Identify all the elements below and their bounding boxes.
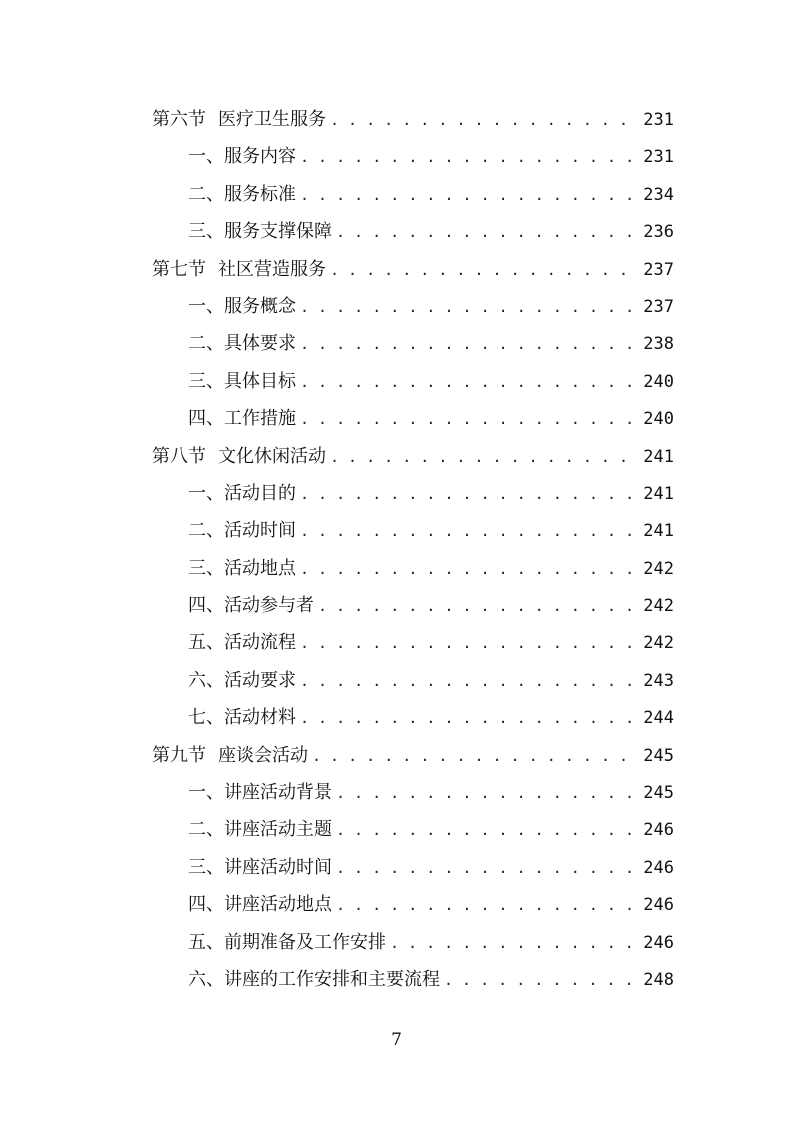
toc-subsection-entry[interactable] bbox=[152, 138, 674, 175]
toc-dot-leader bbox=[300, 139, 637, 176]
toc-dot-leader bbox=[300, 551, 637, 588]
toc-entry-number: 二、 bbox=[188, 520, 224, 542]
toc-entry-page: 246 bbox=[643, 857, 674, 878]
toc-dot-leader bbox=[300, 700, 637, 737]
toc-entry-title: 活动时间 bbox=[224, 520, 296, 542]
toc-subsection-entry[interactable] bbox=[152, 961, 674, 998]
toc-entry-number: 三、 bbox=[188, 370, 224, 392]
toc-entry-title: 活动参与者 bbox=[224, 595, 314, 617]
toc-entry-title: 讲座活动地点 bbox=[224, 894, 332, 916]
toc-entry-page: 234 bbox=[643, 184, 674, 205]
toc-dot-leader bbox=[330, 102, 637, 139]
toc-entry-page: 245 bbox=[643, 783, 674, 804]
toc-entry-number: 第九节 bbox=[152, 744, 206, 766]
toc-entry-page: 237 bbox=[643, 259, 674, 280]
toc-entry-number: 四、 bbox=[188, 595, 224, 617]
toc-entry-number: 一、 bbox=[188, 146, 224, 168]
toc-subsection-entry[interactable] bbox=[152, 550, 674, 587]
toc-section-entry[interactable] bbox=[152, 251, 674, 288]
toc-dot-leader bbox=[300, 625, 637, 662]
toc-subsection-entry[interactable] bbox=[152, 886, 674, 923]
toc-entry-number: 二、 bbox=[188, 819, 224, 841]
toc-subsection-entry[interactable] bbox=[152, 288, 674, 325]
toc-entry-title: 社区营造服务 bbox=[218, 258, 326, 280]
toc-dot-leader bbox=[336, 850, 637, 887]
toc-entry-title: 活动材料 bbox=[224, 707, 296, 729]
toc-entry-page: 236 bbox=[643, 222, 674, 243]
toc-dot-leader bbox=[444, 962, 637, 999]
toc-entry-title: 座谈会活动 bbox=[218, 744, 308, 766]
toc-dot-leader bbox=[300, 326, 637, 363]
toc-entry-number: 五、 bbox=[188, 931, 224, 953]
toc-entry-page: 242 bbox=[643, 558, 674, 579]
toc-entry-page: 240 bbox=[643, 409, 674, 430]
toc-entry-title: 服务内容 bbox=[224, 146, 296, 168]
toc-dot-leader bbox=[390, 925, 637, 962]
toc-entry-page: 241 bbox=[643, 521, 674, 542]
toc-entry-page: 240 bbox=[643, 371, 674, 392]
toc-entry-number: 二、 bbox=[188, 333, 224, 355]
toc-subsection-entry[interactable] bbox=[152, 512, 674, 549]
toc-dot-leader bbox=[300, 513, 637, 550]
toc-dot-leader bbox=[300, 177, 637, 214]
toc-section-entry[interactable] bbox=[152, 101, 674, 138]
toc-entry-number: 二、 bbox=[188, 183, 224, 205]
toc-subsection-entry[interactable] bbox=[152, 325, 674, 362]
toc-entry-page: 241 bbox=[643, 446, 674, 467]
toc-entry-page: 244 bbox=[643, 708, 674, 729]
toc-entry-title: 文化休闲活动 bbox=[218, 445, 326, 467]
toc-dot-leader bbox=[336, 775, 637, 812]
toc-dot-leader bbox=[330, 252, 637, 289]
toc-dot-leader bbox=[312, 738, 637, 775]
toc-dot-leader bbox=[336, 887, 637, 924]
toc-entry-number: 第八节 bbox=[152, 445, 206, 467]
toc-dot-leader bbox=[336, 214, 637, 251]
toc-entry-page: 248 bbox=[643, 969, 674, 990]
toc-subsection-entry[interactable] bbox=[152, 363, 674, 400]
toc-entry-number: 一、 bbox=[188, 482, 224, 504]
toc-entry-number: 四、 bbox=[188, 894, 224, 916]
toc-entry-number: 一、 bbox=[188, 782, 224, 804]
toc-subsection-entry[interactable] bbox=[152, 176, 674, 213]
toc-subsection-entry[interactable] bbox=[152, 662, 674, 699]
toc-entry-page: 246 bbox=[643, 895, 674, 916]
toc-subsection-entry[interactable] bbox=[152, 924, 674, 961]
toc-entry-page: 246 bbox=[643, 820, 674, 841]
toc-entry-title: 具体要求 bbox=[224, 333, 296, 355]
toc-subsection-entry[interactable] bbox=[152, 475, 674, 512]
toc-dot-leader bbox=[300, 663, 637, 700]
toc-entry-title: 讲座活动主题 bbox=[224, 819, 332, 841]
toc-entry-number: 三、 bbox=[188, 856, 224, 878]
toc-dot-leader bbox=[300, 401, 637, 438]
toc-entry-number: 一、 bbox=[188, 295, 224, 317]
toc-subsection-entry[interactable] bbox=[152, 213, 674, 250]
toc-entry-title: 服务支撑保障 bbox=[224, 221, 332, 243]
toc-entry-page: 238 bbox=[643, 334, 674, 355]
toc-entry-number: 第六节 bbox=[152, 109, 206, 130]
toc-entry-title: 讲座活动时间 bbox=[224, 856, 332, 878]
toc-entry-page: 231 bbox=[643, 147, 674, 168]
toc-entry-number: 三、 bbox=[188, 221, 224, 243]
toc-entry-page: 245 bbox=[643, 745, 674, 766]
toc-entry-number: 六、 bbox=[188, 968, 224, 990]
toc-entry-number: 四、 bbox=[188, 408, 224, 430]
toc-dot-leader bbox=[318, 588, 637, 625]
toc-subsection-entry[interactable] bbox=[152, 400, 674, 437]
toc-entry-title: 活动要求 bbox=[224, 669, 296, 691]
toc-entry-number: 三、 bbox=[188, 557, 224, 579]
toc-entry-page: 241 bbox=[643, 483, 674, 504]
toc-entry-page: 246 bbox=[643, 932, 674, 953]
toc-entry-title: 活动流程 bbox=[224, 632, 296, 654]
toc-entry-title: 服务标准 bbox=[224, 183, 296, 205]
toc-entry-number: 七、 bbox=[188, 707, 224, 729]
toc-entry-number: 五、 bbox=[188, 632, 224, 654]
toc-entry-page: 242 bbox=[643, 596, 674, 617]
toc-subsection-entry[interactable] bbox=[152, 849, 674, 886]
toc-subsection-entry[interactable] bbox=[152, 774, 674, 811]
toc-entry-title: 具体目标 bbox=[224, 370, 296, 392]
toc-entry-page: 231 bbox=[643, 110, 674, 130]
table-of-contents bbox=[152, 101, 674, 998]
toc-dot-leader bbox=[336, 812, 637, 849]
toc-entry-page: 243 bbox=[643, 670, 674, 691]
toc-entry-page: 237 bbox=[643, 296, 674, 317]
toc-entry-title: 服务概念 bbox=[224, 295, 296, 317]
page-number: 7 bbox=[391, 1030, 402, 1050]
toc-entry-title: 工作措施 bbox=[224, 408, 296, 430]
toc-subsection-entry[interactable] bbox=[152, 699, 674, 736]
toc-dot-leader bbox=[330, 439, 637, 476]
toc-entry-title: 讲座活动背景 bbox=[224, 782, 332, 804]
toc-subsection-entry[interactable] bbox=[152, 624, 674, 661]
toc-dot-leader bbox=[300, 476, 637, 513]
toc-entry-title: 活动目的 bbox=[224, 482, 296, 504]
toc-dot-leader bbox=[300, 289, 637, 326]
toc-dot-leader bbox=[300, 364, 637, 401]
toc-entry-title: 讲座的工作安排和主要流程 bbox=[224, 968, 440, 990]
toc-entry-number: 第七节 bbox=[152, 258, 206, 280]
toc-subsection-entry[interactable] bbox=[152, 811, 674, 848]
toc-section-entry[interactable] bbox=[152, 438, 674, 475]
toc-entry-number: 六、 bbox=[188, 669, 224, 691]
toc-entry-title: 活动地点 bbox=[224, 557, 296, 579]
toc-entry-title: 前期准备及工作安排 bbox=[224, 931, 386, 953]
toc-section-entry[interactable] bbox=[152, 737, 674, 774]
toc-entry-page: 242 bbox=[643, 633, 674, 654]
toc-subsection-entry[interactable] bbox=[152, 587, 674, 624]
toc-entry-title: 医疗卫生服务 bbox=[218, 109, 326, 130]
